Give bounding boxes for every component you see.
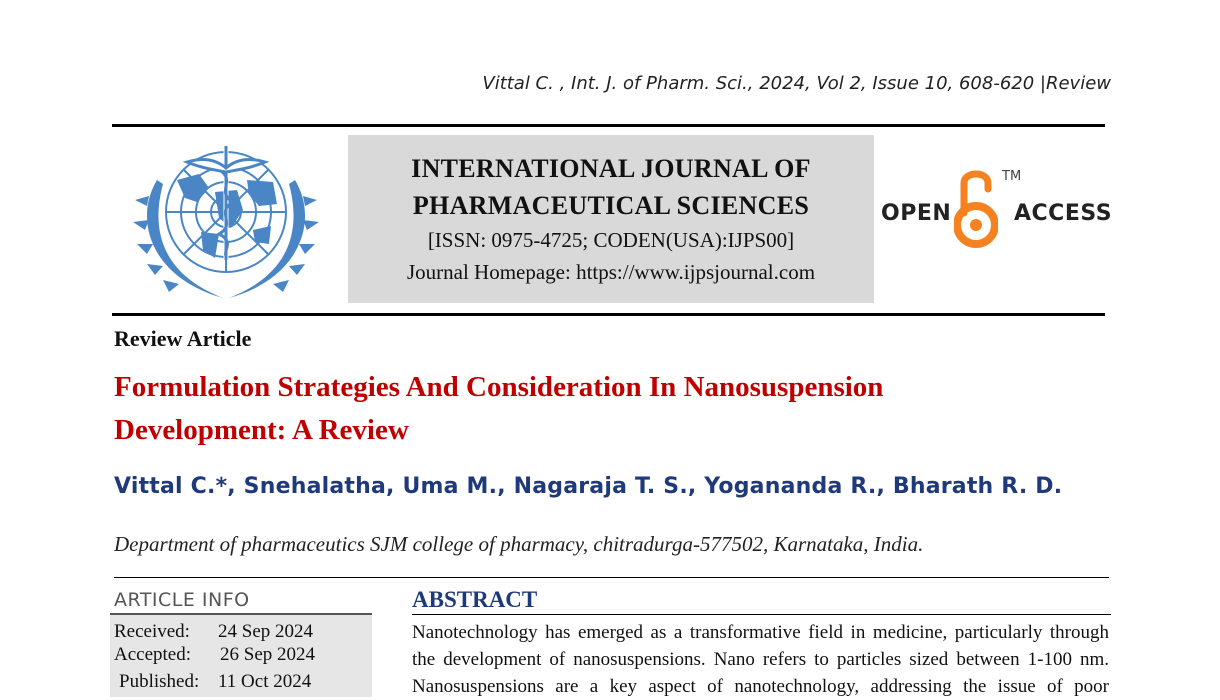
open-lock-icon (954, 165, 998, 253)
published-date: 11 Oct 2024 (218, 671, 312, 692)
received-label: Received: (114, 621, 190, 642)
author-list: Vittal C.*, Snehalatha, Uma M., Nagaraja T. S., Yogananda R., Bharath R. D. (114, 474, 1063, 499)
journal-title-box (348, 135, 874, 303)
header-bottom-rule (112, 313, 1105, 316)
abstract-body (412, 619, 1109, 700)
citation-header: Vittal C. , Int. J. of Pharm. Sci., 2024, Vol 2, Issue 10, 608-620 |Review (482, 73, 1111, 94)
journal-name-line2: PHARMACEUTICAL SCIENCES (412, 191, 810, 220)
journal-issn: [ISSN: 0975-4725; CODEN(USA):IJPS00] (427, 228, 795, 252)
abstract-heading: ABSTRACT (412, 587, 538, 612)
abstract-line-3: Nanosuspensions are a key aspect of nanotechnology, addressing the issue of poor (412, 676, 1109, 697)
received-date: 24 Sep 2024 (218, 621, 313, 642)
abstract-line-2: the development of nanosuspensions. Nano refers to particles sized between 1-100 nm. (412, 649, 1109, 670)
journal-emblem-logo (127, 140, 325, 305)
open-access-right-text: ACCESS (1014, 201, 1113, 226)
article-info-heading: ARTICLE INFO (114, 589, 250, 611)
author-affiliation: Department of pharmaceutics SJM college of pharmacy, chitradurga-577502, Karnataka, India. (114, 532, 924, 556)
top-rule (112, 124, 1105, 127)
abstract-rule (412, 614, 1111, 615)
article-info-box (110, 613, 372, 697)
article-title (114, 366, 1014, 452)
article-title-line1: Formulation Strategies And Consideration In Nanosuspension (114, 371, 884, 403)
article-type-label: Review Article (114, 326, 252, 351)
journal-name-line1: INTERNATIONAL JOURNAL OF (411, 154, 811, 183)
section-divider (114, 577, 1109, 578)
accepted-date: 26 Sep 2024 (220, 644, 315, 665)
journal-homepage: Journal Homepage: https://www.ijpsjournal.com (406, 260, 816, 284)
abstract-line-1: Nanotechnology has emerged as a transformative field in medicine, particularly through (412, 622, 1109, 643)
accepted-label: Accepted: (114, 644, 192, 665)
article-title-line2: Development: A Review (114, 414, 409, 446)
trademark-mark: TM (1002, 169, 1022, 184)
open-access-logo (878, 165, 1113, 255)
open-access-left-text: OPEN (881, 201, 952, 226)
published-label: Published: (119, 671, 200, 692)
